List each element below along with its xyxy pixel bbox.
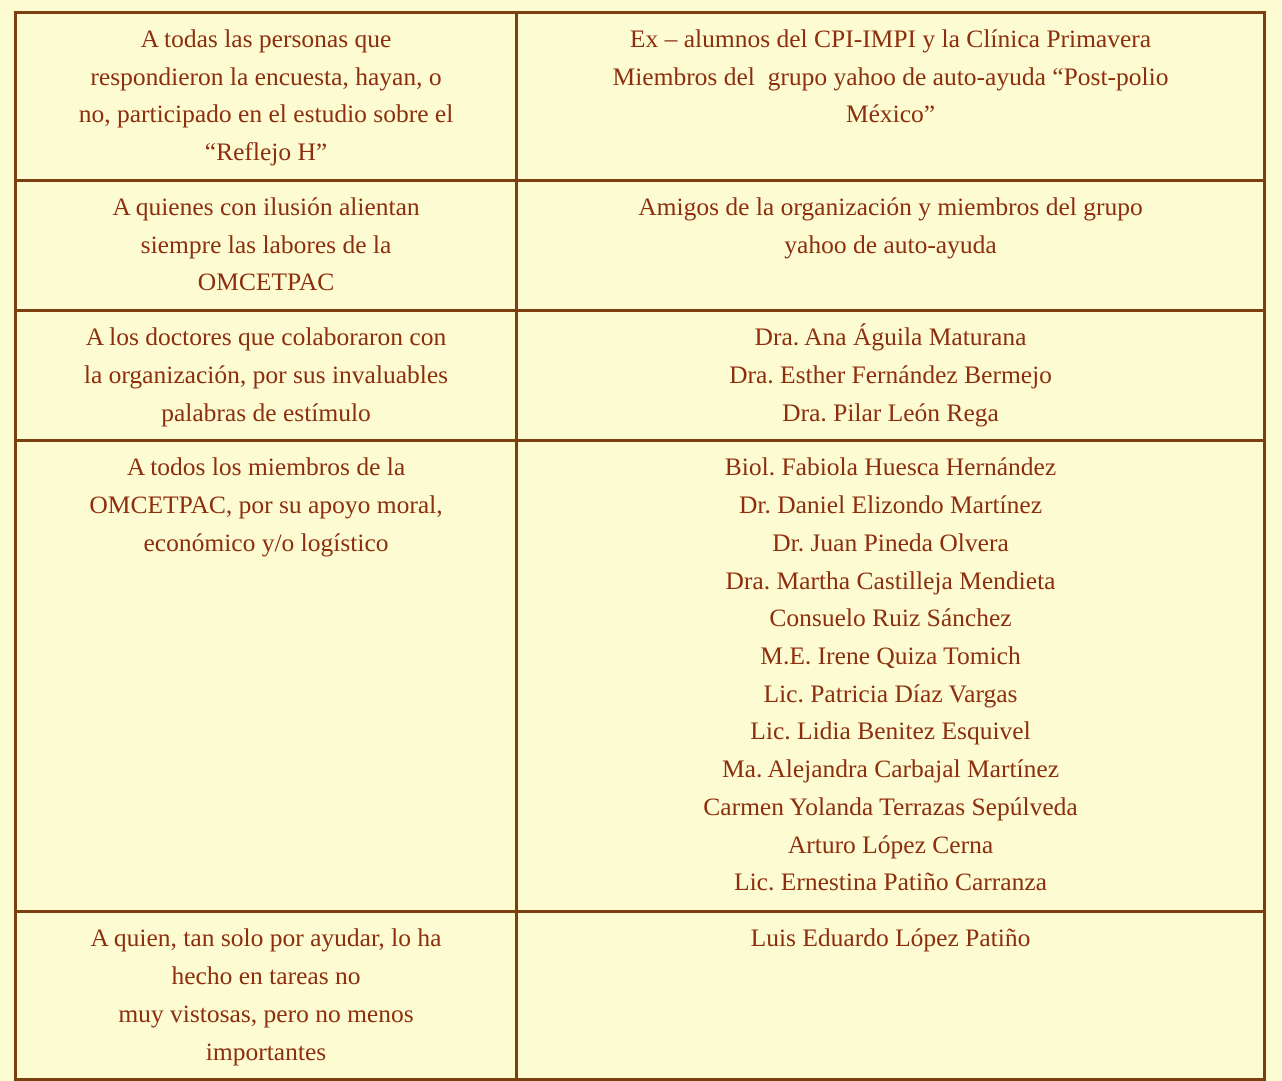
text-line: Lic. Ernestina Patiño Carranza [734, 867, 1047, 897]
text-line: Arturo López Cerna [787, 829, 994, 859]
table-body [16, 13, 1265, 1080]
text-line: A todos los miembros de la [126, 452, 406, 482]
text-line: M.E. Irene Quiza Tomich [760, 641, 1021, 671]
table-row [16, 912, 1265, 1080]
text-line: importantes [205, 1036, 327, 1066]
text-line: yahoo de auto-ayuda [784, 229, 997, 259]
text-line: siempre las labores de la [140, 229, 392, 259]
text-line: Lic. Patricia Díaz Vargas [763, 678, 1018, 708]
text-line: Miembros del grupo yahoo de auto-ayuda “Post-polio [612, 61, 1169, 91]
text-line: no, participado en el estudio sobre el [78, 99, 454, 129]
table-row [16, 311, 1265, 441]
text-line: Biol. Fabiola Huesca Hernández [724, 452, 1057, 482]
text-line: A los doctores que colaboraron con [85, 322, 447, 352]
text-line: Ma. Alejandra Carbajal Martínez [721, 754, 1060, 784]
text-line: A todas las personas que [140, 24, 392, 53]
text-line: Dra. Pilar León Rega [782, 397, 999, 427]
text-line: Dra. Martha Castilleja Mendieta [725, 565, 1056, 595]
cell-recipient-names [517, 441, 1265, 912]
cell-recipient-names [517, 912, 1265, 1080]
text-line: Lic. Lidia Benitez Esquivel [750, 716, 1031, 746]
cell-recipient-description [16, 912, 517, 1080]
text-line: Dra. Esther Fernández Bermejo [729, 359, 1052, 389]
text-line: hecho en tareas no [171, 961, 361, 991]
acknowledgements-table [14, 11, 1266, 1081]
cell-recipient-description [16, 311, 517, 441]
text-line: OMCETPAC [197, 267, 335, 297]
table-row [16, 180, 1265, 310]
cell-recipient-description [16, 13, 517, 181]
text-line: Dr. Juan Pineda Olvera [772, 527, 1009, 557]
text-line: la organización, por sus invaluables [83, 359, 449, 389]
text-line: económico y/o logístico [143, 527, 389, 557]
text-line: Luis Eduardo López Patiño [750, 923, 1031, 953]
text-line: México” [845, 99, 936, 129]
text-line: Dr. Daniel Elizondo Martínez [738, 490, 1043, 520]
text-line: Dra. Ana Águila Maturana [754, 322, 1027, 352]
text-line: muy vistosas, pero no menos [118, 998, 414, 1028]
text-line: A quienes con ilusión alientan [112, 191, 420, 221]
text-line: “Reflejo H” [204, 137, 328, 167]
text-line: Ex – alumnos del CPI-IMPI y la Clínica Primavera [629, 24, 1152, 53]
cell-recipient-names [517, 13, 1265, 181]
text-line: respondieron la encuesta, hayan, o [90, 61, 442, 91]
text-line: Consuelo Ruiz Sánchez [769, 603, 1012, 633]
cell-recipient-names [517, 180, 1265, 310]
text-line: A quien, tan solo por ayudar, lo ha [90, 923, 442, 953]
cell-recipient-names [517, 311, 1265, 441]
text-line: palabras de estímulo [161, 397, 371, 427]
text-line: Carmen Yolanda Terrazas Sepúlveda [703, 791, 1078, 821]
cell-recipient-description [16, 441, 517, 912]
table-row [16, 441, 1265, 912]
text-line: Amigos de la organización y miembros del grupo [638, 191, 1143, 221]
table-row [16, 13, 1265, 181]
cell-recipient-description [16, 180, 517, 310]
text-line: OMCETPAC, por su apoyo moral, [89, 490, 443, 520]
